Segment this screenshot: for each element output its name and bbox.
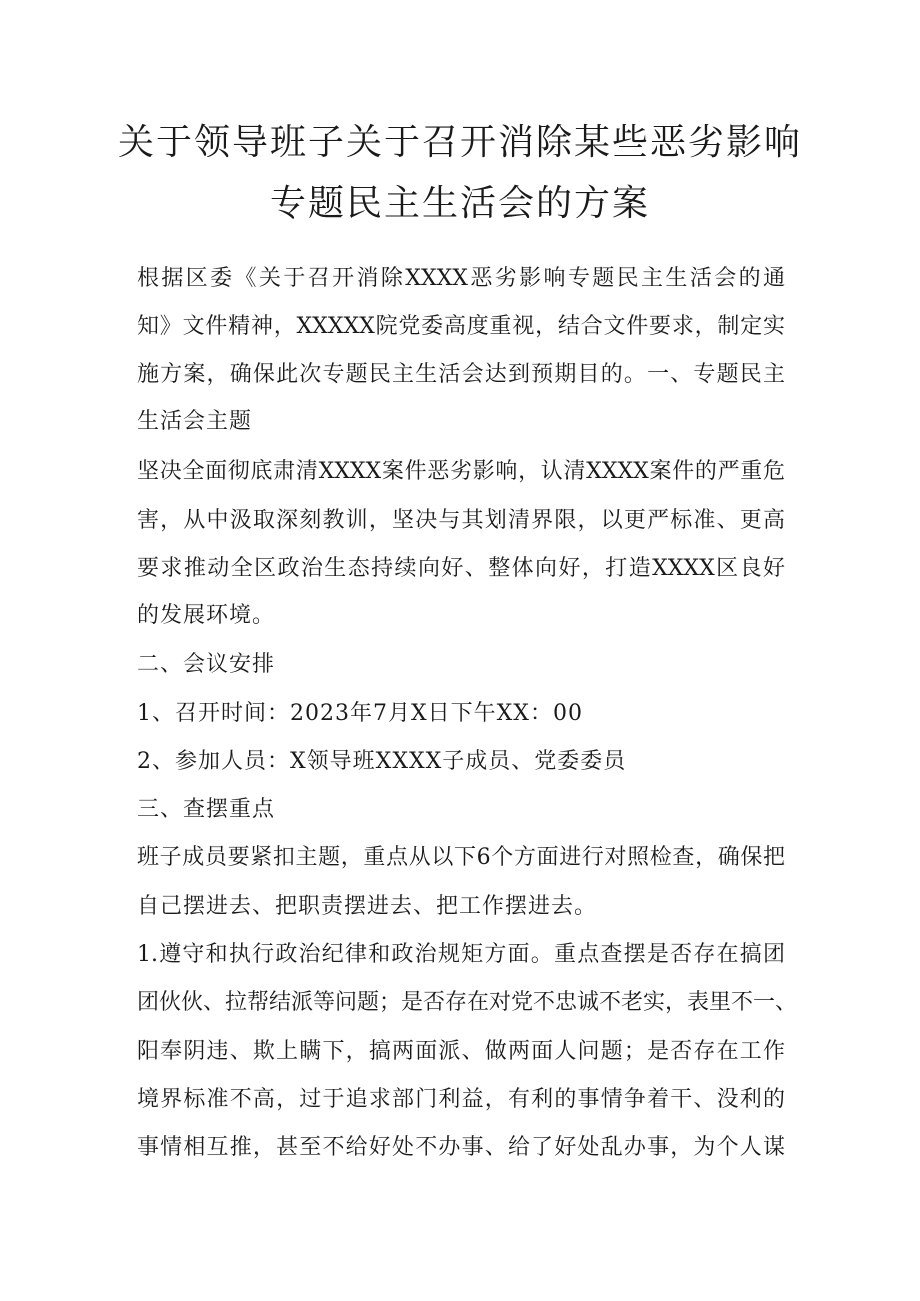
body-line: 施方案，确保此次专题民主生活会达到预期目的。一、专题民主 xyxy=(137,362,785,387)
document-title-line-2: 专题民主生活会的方案 xyxy=(269,183,650,224)
body-line: 1、召开时间：2023年7月X日下午XX：00 xyxy=(137,701,583,726)
body-line: 的发展环境。 xyxy=(137,603,276,628)
body-line: 坚决全面彻底肃清XXXX案件恶劣影响，认清XXXX案件的严重危 xyxy=(137,459,785,484)
section-heading: 二、会议安排 xyxy=(137,652,276,677)
body-line: 阳奉阴违、欺上瞒下，搞两面派、做两面人问题；是否存在工作 xyxy=(137,1039,785,1064)
body-line: 团伙伙、拉帮结派等问题；是否存在对党不忠诚不老实，表里不一、 xyxy=(137,990,798,1015)
section-heading: 三、查摆重点 xyxy=(137,797,276,822)
body-line: 事情相互推，甚至不给好处不办事、给了好处乱办事，为个人谋 xyxy=(137,1135,785,1160)
body-line: 1.遵守和执行政治纪律和政治规矩方面。重点查摆是否存在搞团 xyxy=(137,942,785,967)
body-line: 2、参加人员：X领导班XXXX子成员、党委委员 xyxy=(137,749,627,774)
body-line: 知》文件精神，XXXXX院党委高度重视，结合文件要求，制定实 xyxy=(137,314,785,339)
body-line: 根据区委《关于召开消除XXXX恶劣影响专题民主生活会的通 xyxy=(137,266,785,291)
body-line: 生活会主题 xyxy=(137,409,253,434)
body-line: 要求推动全区政治生态持续向好、整体向好，打造XXXX区良好 xyxy=(137,556,785,581)
body-line: 自己摆进去、把职责摆进去、把工作摆进去。 xyxy=(137,894,598,919)
body-line: 境界标准不高，过于追求部门利益，有利的事情争着干、没利的 xyxy=(137,1087,785,1112)
body-line: 害，从中汲取深刻教训，坚决与其划清界限，以更严标准、更高 xyxy=(137,508,785,533)
body-line: 班子成员要紧扣主题，重点从以下6个方面进行对照检查，确保把 xyxy=(137,845,785,870)
document-title-line-1: 关于领导班子关于召开消除某些恶劣影响 xyxy=(117,122,802,163)
